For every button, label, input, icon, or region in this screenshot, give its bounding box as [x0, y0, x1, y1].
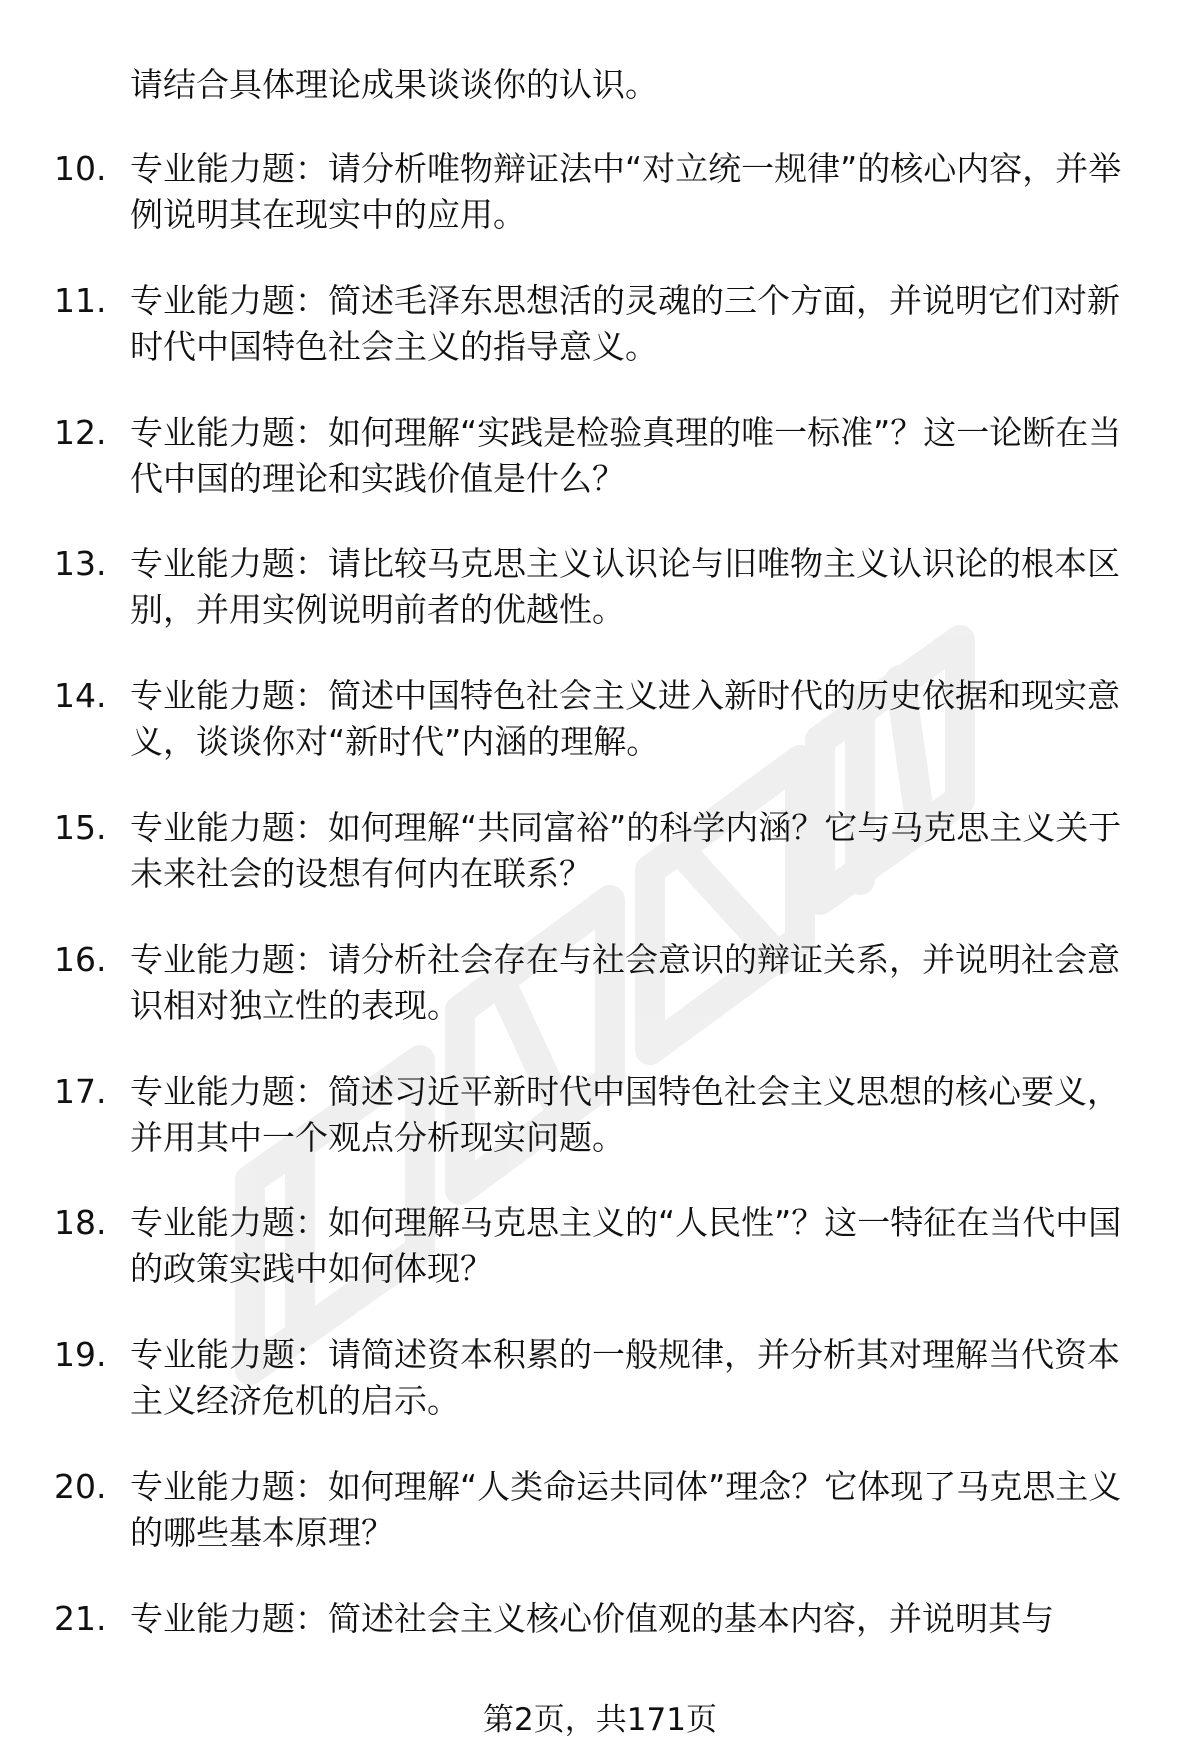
question-number: 20.	[54, 1466, 107, 1506]
question-text: 专业能力题：如何理解“人类命运共同体”理念？它体现了马克思主义的哪些基本原理？	[130, 1466, 1122, 1552]
question-number: 10.	[54, 149, 107, 188]
list-item	[0, 1069, 1200, 1161]
list-item	[0, 146, 1200, 238]
list-item	[0, 541, 1200, 633]
list-item	[0, 805, 1200, 897]
question-text: 专业能力题：简述毛泽东思想活的灵魂的三个方面，并说明它们对新时代中国特色社会主义的指导意义。	[130, 280, 1120, 366]
question-list	[0, 146, 1200, 1728]
continuation-text: 请结合具体理论成果谈谈你的认识。	[130, 65, 658, 104]
question-number: 16.	[54, 939, 107, 979]
question-number: 15.	[54, 807, 107, 847]
list-item	[0, 673, 1200, 765]
question-number: 12.	[54, 412, 107, 452]
question-number: 19.	[54, 1335, 107, 1375]
list-item	[0, 1464, 1200, 1556]
question-number: 17.	[54, 1071, 107, 1111]
question-number: 14.	[54, 676, 107, 716]
list-item	[0, 1200, 1200, 1292]
list-item	[0, 1596, 1200, 1688]
question-text: 专业能力题：如何理解“共同富裕”的科学内涵？它与马克思主义关于未来社会的设想有何内在联系？	[130, 807, 1122, 893]
question-text: 专业能力题：请分析社会存在与社会意识的辩证关系，并说明社会意识相对独立性的表现。	[130, 939, 1120, 1025]
list-item	[0, 937, 1200, 1029]
list-item	[0, 410, 1200, 502]
question-text: 专业能力题：简述习近平新时代中国特色社会主义思想的核心要义，并用其中一个观点分析现实问题。	[130, 1071, 1120, 1157]
question-number: 21.	[54, 1598, 107, 1638]
question-number: 13.	[54, 544, 107, 584]
list-item	[0, 1332, 1200, 1424]
question-text: 专业能力题：请简述资本积累的一般规律，并分析其对理解当代资本主义经济危机的启示。	[130, 1335, 1120, 1421]
question-text: 专业能力题：简述中国特色社会主义进入新时代的历史依据和现实意义，谈谈你对“新时代”内涵的理解。	[130, 676, 1120, 762]
question-text: 专业能力题：如何理解马克思主义的“人民性”？这一特征在当代中国的政策实践中如何体现？	[130, 1203, 1122, 1289]
question-text: 专业能力题：请比较马克思主义认识论与旧唯物主义认识论的根本区别，并用实例说明前者的优越性。	[130, 544, 1120, 630]
list-item	[0, 278, 1200, 370]
question-number: 11.	[54, 280, 107, 320]
question-text: 专业能力题：简述社会主义核心价值观的基本内容，并说明其与	[130, 1598, 1054, 1638]
question-text: 专业能力题：请分析唯物辩证法中“对立统一规律”的核心内容，并举例说明其在现实中的应用。	[130, 149, 1122, 234]
page-footer: 第2页，共171页	[483, 1702, 717, 1738]
question-text: 专业能力题：如何理解“实践是检验真理的唯一标准”？这一论断在当代中国的理论和实践价值是什么？	[130, 412, 1122, 498]
question-number: 18.	[54, 1203, 107, 1243]
